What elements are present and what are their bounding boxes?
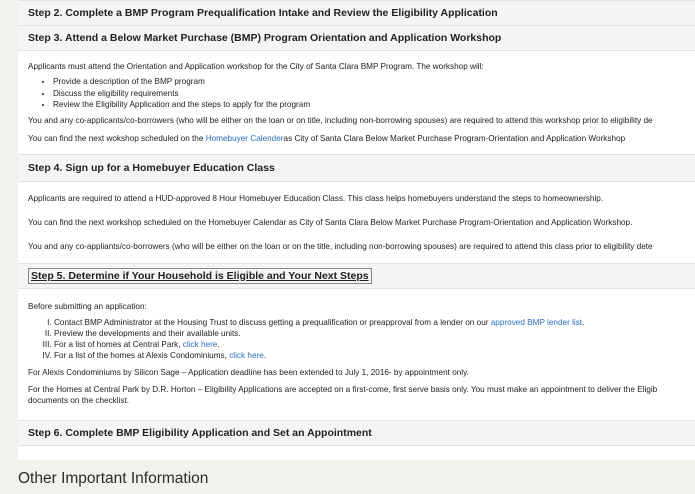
content-panel [18, 0, 695, 460]
before-submitting-text: Before submitting an application: [28, 301, 147, 311]
approved-lender-list-link[interactable]: approved BMP lender list [490, 317, 583, 327]
step-3-attend-text: You and any co-applicants/co-borrowers (who will be either on the loan or on title, including non-borrowing spouses) are required to attend this workshop prior to eligibility de [28, 115, 653, 125]
alexis-deadline-text: For Alexis Condominiums by Silicon Sage – Application deadline has been extended to July 1, 2016- by appointment only. [28, 368, 469, 378]
central-park-text-line-1: For the Homes at Central Park by D.R. Horton – Eligibility Applications are accepted on a first-come, first serve basis only. You must make an appointment to deliver the Eligib [28, 385, 658, 395]
step-4-para-2: You can find the next workshop scheduled on the Homebuyer Calendar as City of Santa Clara Below Market Purchase Program-Orientation and Application Workshop. [28, 217, 633, 227]
step-5-body [18, 301, 695, 407]
step-4-title: Step 4. Sign up for a Homebuyer Education Class [28, 161, 275, 174]
other-important-information-heading: Other Important Information [18, 470, 209, 487]
central-park-click-here-link[interactable]: click here [182, 339, 218, 349]
bullet-item: • Review the Eligibility Application and the steps to apply for the program [53, 99, 695, 111]
list-item: I. Contact BMP Administrator at the Housing Trust to discuss getting a prequalification or preapproval from a lender on our approved BMP lender list. [54, 317, 695, 328]
step-6-header[interactable] [18, 420, 695, 446]
workshop-bullet-list [28, 76, 695, 111]
list-item: II. Preview the developments and their available units. [54, 328, 695, 339]
list-item: IV. For a list of the homes at Alexis Condominiums, click here. [54, 350, 695, 361]
step-3-body [18, 61, 695, 144]
list-item: III. For a list of homes at Central Park, click here. [54, 339, 695, 350]
step-2-header[interactable] [18, 0, 695, 26]
homebuyer-calendar-link[interactable]: Homebuyer Calender [205, 133, 284, 143]
next-steps-list [28, 317, 695, 362]
alexis-click-here-link[interactable]: click here [229, 351, 264, 361]
step-4-para-3: You and any co-appliants/co-borrowers (who will be either on the loan or on the title, including non-borrowing spouses) are required to attend this class prior to eligibility dete [28, 241, 653, 251]
step-4-para-1: Applicants are required to attend a HUD-approved 8 Hour Homebuyer Education Class. This class helps homebuyers understand the steps to homeownership. [28, 193, 604, 203]
step-3-title: Step 3. Attend a Below Market Purchase (BMP) Program Orientation and Application Workshop [28, 32, 502, 44]
step-4-header[interactable] [18, 154, 695, 182]
step-4-body [18, 193, 695, 252]
step-3-intro: Applicants must attend the Orientation and Application workshop for the City of Santa Clara BMP Program. The workshop will: [28, 62, 484, 71]
step-6-title: Step 6. Complete BMP Eligibility Application and Set an Appointment [28, 427, 372, 440]
step-3-find-text: You can find the next wokshop scheduled on the Homebuyer Calenderas City of Santa Clara Below Market Purchase Program-Orientation and Application Workshop [28, 133, 626, 143]
step-5-title: Step 5. Determine if Your Household is Eligible and Your Next Steps [28, 268, 372, 284]
step-3-header[interactable] [18, 26, 695, 51]
step-2-title: Step 2. Complete a BMP Program Prequalification Intake and Review the Eligibility Application [28, 7, 498, 19]
bullet-item: • Discuss the eligibility requirements [53, 88, 695, 100]
step-5-header[interactable] [18, 263, 695, 289]
central-park-text-line-2: documents on the checklist. [28, 396, 130, 406]
bullet-item: • Provide a description of the BMP program [53, 76, 695, 88]
